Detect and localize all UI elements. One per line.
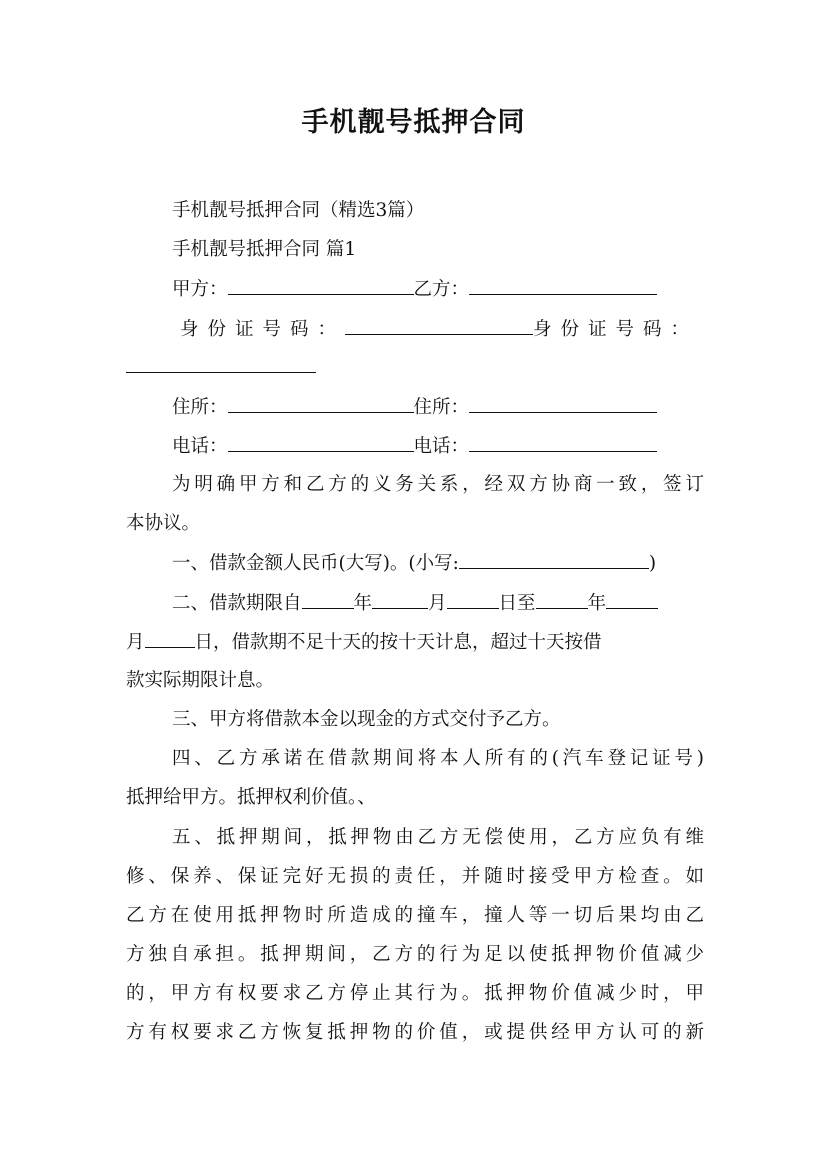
document-title: 手机靓号抵押合同 [301, 107, 526, 138]
document-subtitle: 手机靓号抵押合同（精选3篇） [172, 200, 425, 221]
clause-5-line-5: 的，甲方有权要求乙方停止其行为。抵押物价值减少时，甲 [126, 983, 704, 1004]
clause-1 [172, 550, 704, 577]
phone-b-blank [469, 433, 657, 452]
phone-row [172, 433, 704, 460]
unit-year-1: 年 [353, 593, 373, 614]
clause-1-close: ) [648, 553, 657, 574]
clause-1-text: 一、借款金额人民币(大写)。(小写: [172, 553, 459, 574]
clause-4-line-1: 四、乙方承诺在借款期间将本人所有的(汽车登记证号) [172, 748, 704, 769]
phone-a-blank [228, 433, 414, 452]
clause-2-line-1 [172, 590, 704, 617]
unit-year-2: 年 [587, 593, 607, 614]
party-a-blank [228, 276, 414, 295]
address-row [172, 394, 704, 421]
unit-month-1: 月 [428, 593, 447, 614]
blank-start-day [447, 590, 499, 609]
id-label-a: 身份证号码： [180, 319, 346, 340]
blank-end-month-a [606, 590, 658, 609]
blank-start-year [302, 590, 354, 609]
id-a-blank [345, 316, 533, 335]
address-a-blank [228, 394, 414, 413]
clause-4-line-2: 抵押给甲方。抵押权利价值。、 [126, 787, 376, 808]
clause-2-prefix: 二、借款期限自 [172, 593, 302, 614]
clause-5-line-3: 乙方在使用抵押物时所造成的撞车，撞人等一切后果均由乙 [126, 905, 704, 926]
id-row [180, 316, 704, 343]
intro-line-2: 本协议。 [126, 513, 201, 534]
unit-day-rest: 日，借款期不足十天的按十天计息，超过十天按借 [194, 632, 602, 653]
section-heading: 手机靓号抵押合同 篇1 [172, 239, 357, 260]
intro-line-1: 为明确甲方和乙方的义务关系，经双方协商一致，签订 [172, 474, 704, 495]
clause-5-line-6: 方有权要求乙方恢复抵押物的价值，或提供经甲方认可的新 [126, 1022, 704, 1043]
phone-label-b: 电话： [413, 436, 470, 457]
party-a-label: 甲方： [172, 279, 228, 300]
unit-day-to: 日至 [498, 593, 536, 614]
phone-label-a: 电话： [172, 436, 228, 457]
blank-end-year [536, 590, 588, 609]
clause-2-line-3: 款实际期限计息。 [126, 670, 275, 691]
party-row [172, 276, 704, 303]
blank-end-day [145, 629, 195, 648]
party-b-blank [469, 276, 657, 295]
address-label-b: 住所： [413, 397, 470, 418]
address-label-a: 住所： [172, 397, 228, 418]
clause-5-line-4: 方独自承担。抵押期间，乙方的行为足以使抵押物价值减少 [126, 944, 704, 965]
clause-5-line-2: 修、保养、保证完好无损的责任，并随时接受甲方检查。如 [126, 866, 704, 887]
unit-month-2: 月 [126, 632, 145, 653]
party-b-label: 乙方： [413, 279, 470, 300]
clause-1-blank [459, 550, 649, 569]
clause-3: 三、甲方将借款本金以现金的方式交付予乙方。 [172, 709, 561, 730]
id-label-b: 身份证号码： [533, 319, 699, 340]
address-b-blank [469, 394, 657, 413]
id-b-blank [126, 354, 316, 373]
clause-2-line-2 [126, 629, 704, 656]
blank-start-month [372, 590, 428, 609]
clause-5-line-1: 五、抵押期间，抵押物由乙方无偿使用，乙方应负有维 [172, 827, 704, 848]
id-b-row [126, 354, 704, 381]
